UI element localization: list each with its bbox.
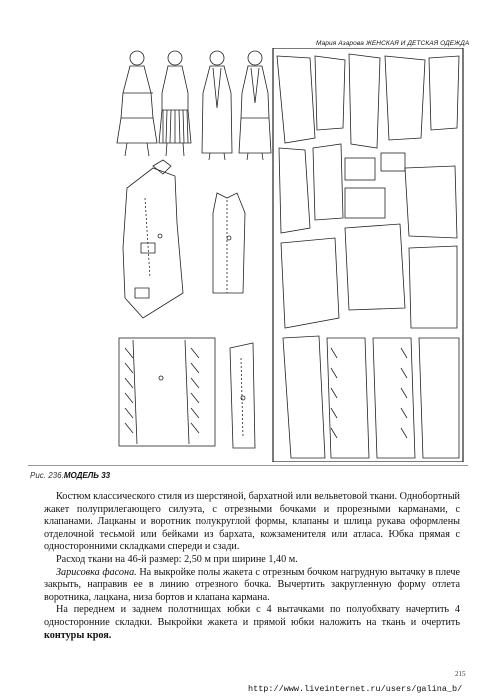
header-book-title: ЖЕНСКАЯ И ДЕТСКАЯ ОДЕЖДА: [365, 40, 470, 47]
paragraph-4-b: односторонние складки. Выкройки жакета и прямой юбки наложить на ткань и очертить: [44, 616, 460, 628]
paragraph-4-a: На переднем и заднем полотнищах юбки с 4 вытачками по полуобхвату начертить 4: [56, 604, 460, 616]
footer-url: http://www.liveinternet.ru/users/galina_b/: [248, 684, 463, 694]
jacket-front-pattern: [123, 160, 183, 318]
running-header: [316, 40, 469, 47]
paragraph-3: [44, 567, 460, 605]
fashion-sketch-3: [202, 51, 232, 160]
fashion-sketch-1: [117, 51, 157, 156]
fashion-sketch-2: [159, 51, 191, 156]
figure-caption: [30, 471, 110, 480]
pattern-illustration: [105, 48, 465, 462]
page-number: 215: [455, 670, 466, 678]
paragraph-1: Костюм классического стиля из шерстяной, бархатной или вельветовой ткани. Однобортный жакет полуприлегающего силуэта, с отрезными бочками и прорезными карманами, с клапанами. Лацканы и воротник полукруглой формы, клапаны и шлица рукава оформлены отделочной тесьмой или бейками из бархата, кожзаменителя или атласа. Юбка прямая с односторонними складками спереди и сзади.: [44, 491, 460, 553]
skirt-front-panel: [119, 338, 215, 446]
caption-model: МОДЕЛЬ 33: [63, 471, 111, 480]
paragraph-2: Расход ткани на 46-й размер: 2,50 м при ширине 1,40 м.: [56, 553, 298, 565]
fabric-layout: [273, 48, 463, 462]
fashion-sketch-4: [239, 51, 271, 160]
jacket-back-pattern: [213, 193, 245, 293]
header-author: Мария Азарова: [316, 40, 364, 47]
caption-label: Рис. 236.: [30, 471, 64, 480]
caption-divider: [28, 465, 468, 466]
paragraph-3-rest: На выкройке полы жакета с отрезным бочком нагрудную вытачку в плече закрыть, направив ее в линию отрезного бочка. Вычертить закругленную форму отлета воротника, лацкана, низа бортов и клапана кармана.: [44, 566, 460, 603]
paragraph-4-c: контуры кроя.: [44, 629, 112, 641]
paragraph-4: [44, 604, 460, 642]
paragraph-3-lead: Зарисовка фасона.: [56, 566, 137, 578]
sleeve-pattern: [230, 343, 255, 448]
body-text: [44, 491, 460, 642]
